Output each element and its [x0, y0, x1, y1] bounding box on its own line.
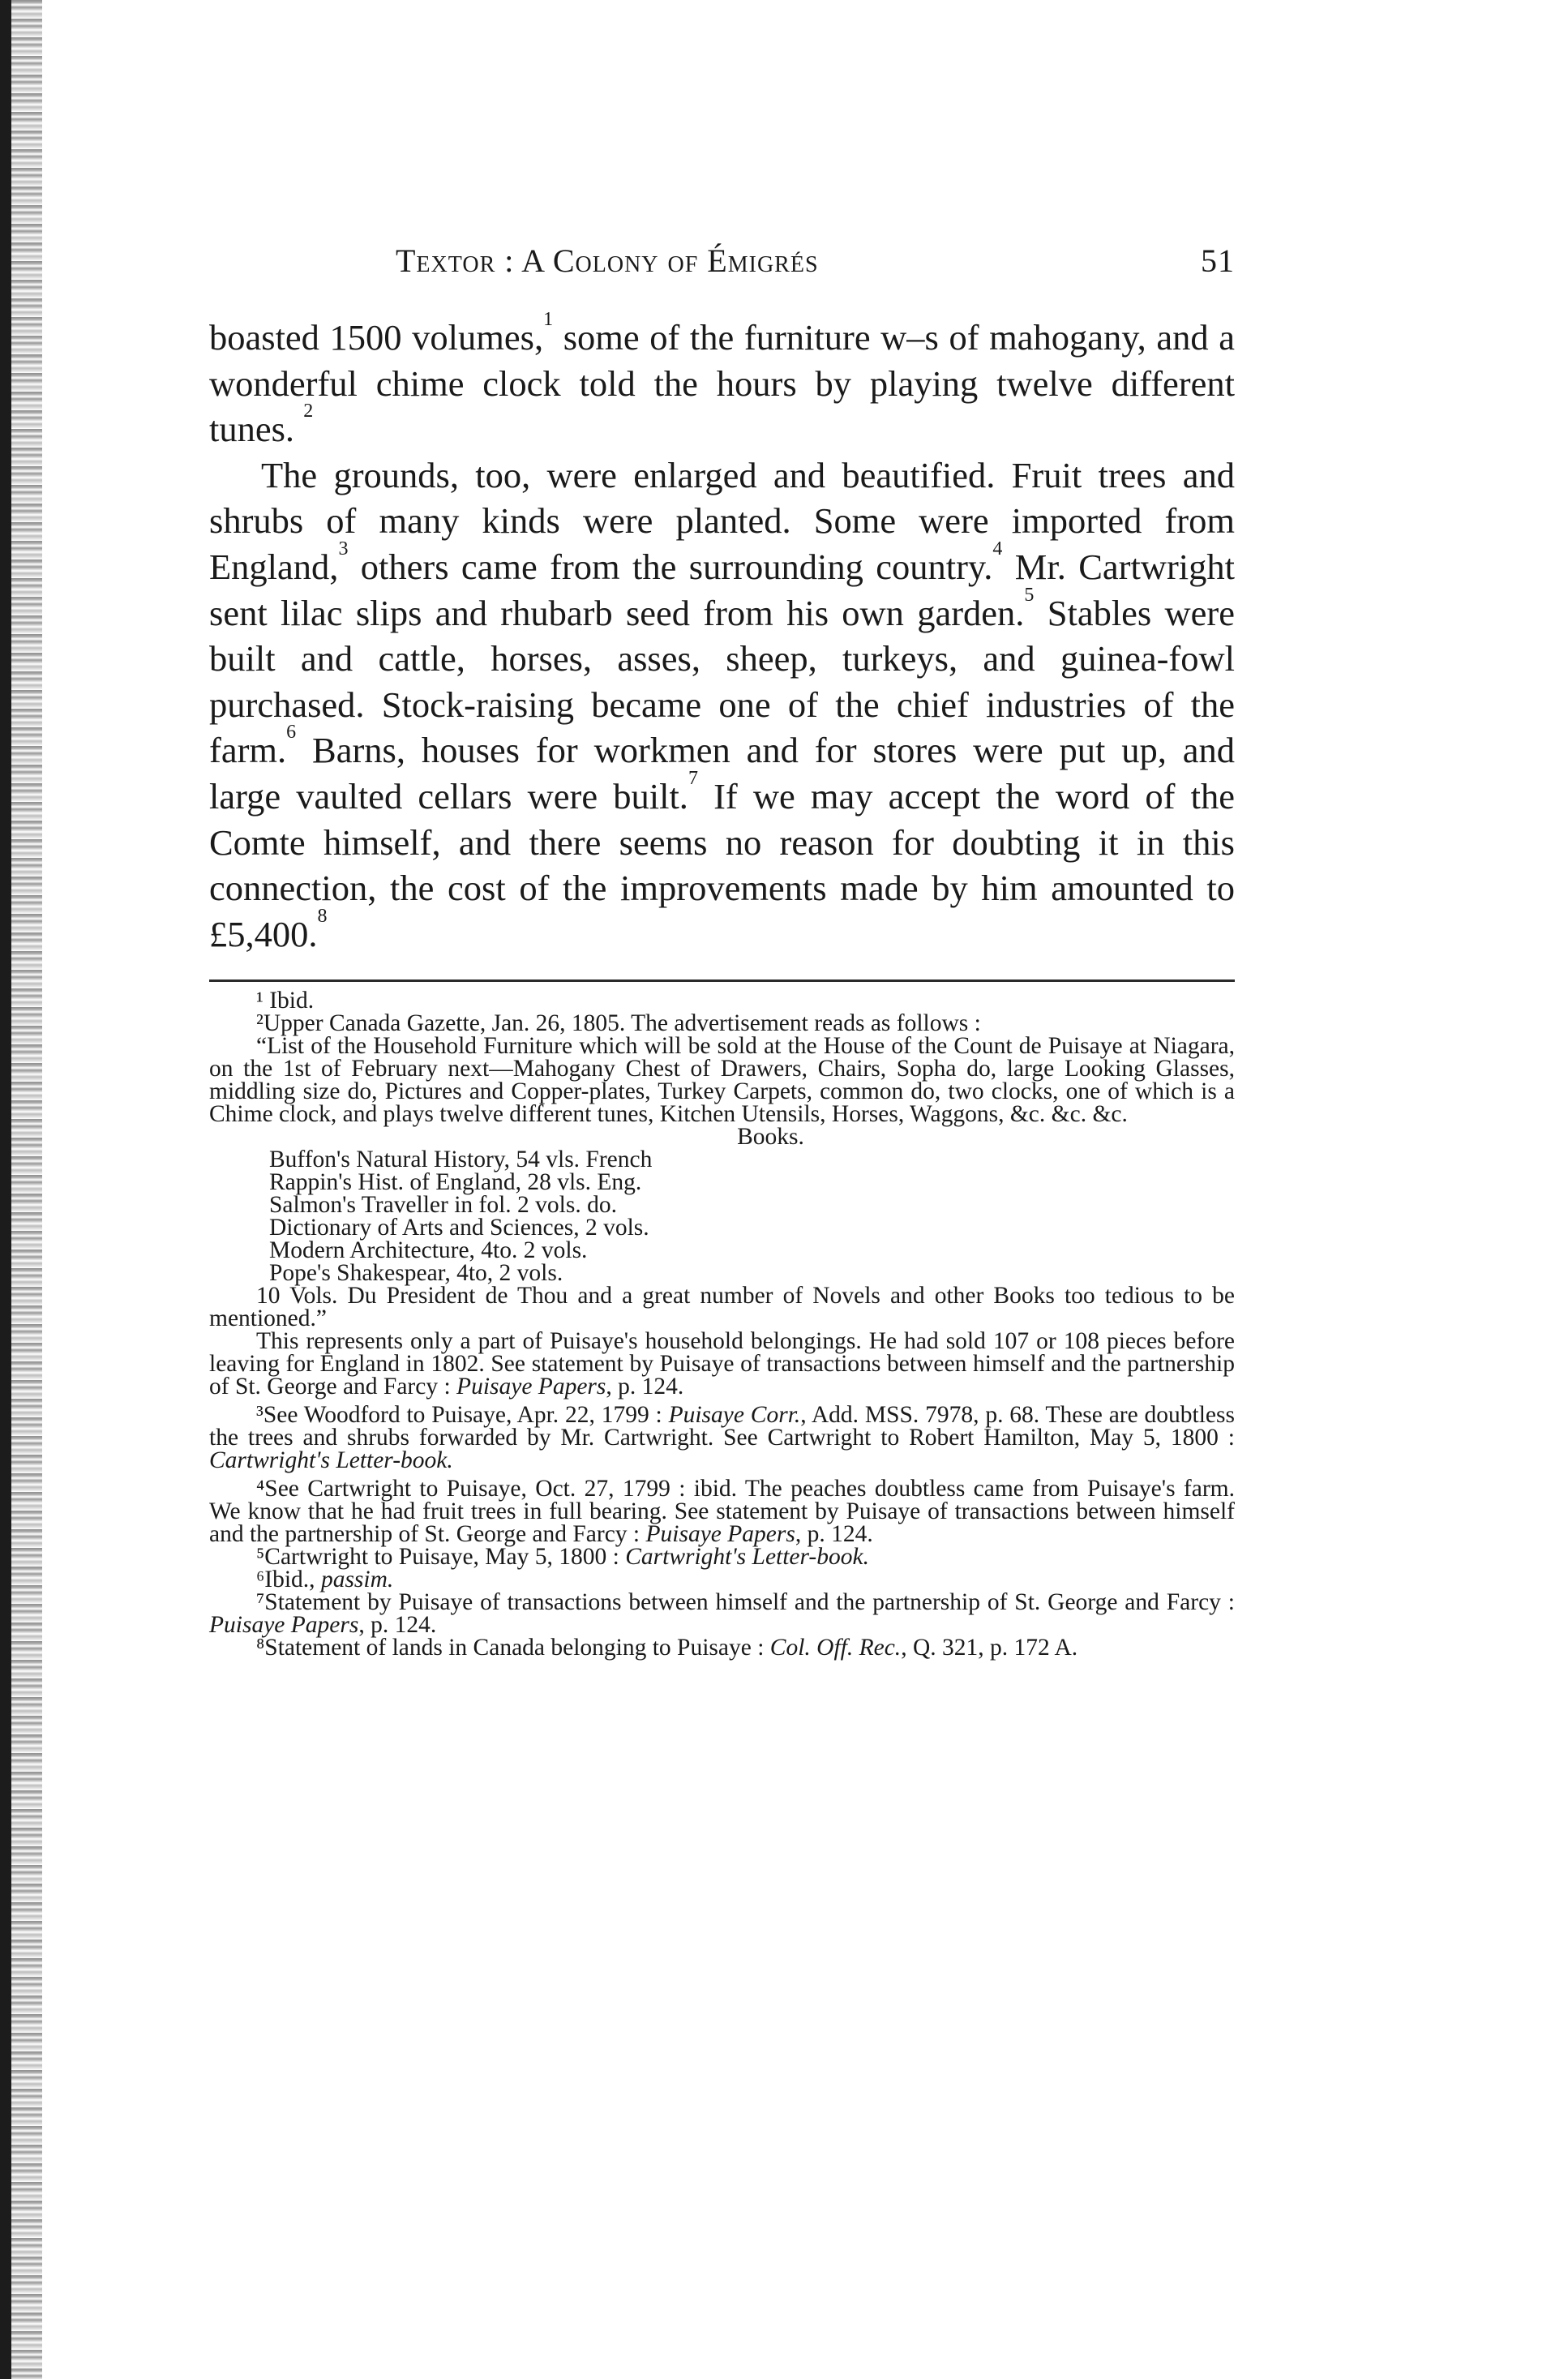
- footnote-5: [209, 1545, 1235, 1568]
- fn4-title: Puisaye Papers: [645, 1521, 795, 1547]
- footnote-2-continuation: [209, 1330, 1235, 1398]
- book-item: Buffon's Natural History, 54 vls. French: [269, 1147, 653, 1172]
- footnote-2: ²Upper Canada Gazette, Jan. 26, 1805. The advertisement reads as follows :: [256, 1010, 981, 1036]
- fn3-text-b: , Add. MSS. 7978, p. 68. These are doubtless the trees and shrubs forwarded by Mr. Cartwright. See Cartwright to Robert Hamilton, May 5, 1800 :: [209, 1402, 1235, 1451]
- books-last-line: 10 Vols. Du President de Thou and a great number of Novels and other Books too tedious to be mentioned.”: [209, 1283, 1235, 1331]
- fn8-text-b: , Q. 321, p. 172 A.: [901, 1635, 1078, 1661]
- fn3-text-a: ³See Woodford to Puisaye, Apr. 22, 1799 :: [256, 1402, 669, 1428]
- p1-text-a: boasted 1500 volumes,: [209, 317, 544, 358]
- fn5-text-a: ⁵Cartwright to Puisaye, May 5, 1800 :: [256, 1544, 626, 1570]
- footnote-ref-4: 4: [992, 538, 1003, 559]
- footnote-8: [209, 1636, 1235, 1659]
- page-number: 51: [1201, 242, 1235, 279]
- scan-edge: [0, 0, 42, 2379]
- footnote-ref-3: 3: [338, 538, 349, 559]
- fn2-cont-text: This represents only a part of Puisaye's household belongings. He had sold 107 or 108 pieces before leaving for England in 1802. See statement by Puisaye of transactions between himself and the partnership of St. George and Farcy :: [209, 1328, 1235, 1400]
- advertisement-quote: “List of the Household Furniture which will be sold at the House of the Count de Puisaye at Niagara, on the 1st of February next—Mahogany Chest of Drawers, Chairs, Sopha do, large Looking Glasses, middling size do, Pictures and Copper-plates, Turkey Carpets, common do, two clocks, one of which is a Chime clock, and plays twelve different tunes, Kitchen Utensils, Horses, Waggons, &c. &c. &c.: [209, 1033, 1235, 1127]
- fn2-cont-title: Puisaye Papers: [456, 1374, 606, 1400]
- footnote-3: [209, 1404, 1235, 1472]
- fn7-title: Puisaye Papers: [209, 1612, 359, 1638]
- body-text: [209, 309, 1236, 957]
- book-item: Salmon's Traveller in fol. 2 vols. do.: [269, 1192, 617, 1218]
- footnote-ref-7: 7: [688, 767, 698, 789]
- fn6-title: passim.: [320, 1567, 394, 1592]
- fn6-text-a: ⁶Ibid.,: [256, 1567, 321, 1592]
- scan-edge-noise: [11, 0, 42, 2379]
- paragraph-1: [209, 309, 1235, 452]
- footnote-ref-1: 1: [543, 309, 554, 330]
- footnote-ref-2: 2: [303, 401, 314, 422]
- book-item: Pope's Shakespear, 4to, 2 vols.: [269, 1260, 563, 1286]
- footnote-6: [209, 1568, 1235, 1591]
- fn8-text-a: ⁸Statement of lands in Canada belonging to Puisaye :: [256, 1635, 770, 1661]
- fn3-title-2: Cartwright's Letter-book.: [209, 1447, 453, 1473]
- book-item: Dictionary of Arts and Sciences, 2 vols.: [269, 1215, 649, 1241]
- fn4-text-a: ⁴See Cartwright to Puisaye, Oct. 27, 1799 : ibid. The peaches doubtless came from Puisaye's farm. We know that he had fruit trees in full bearing. See statement by Puisaye of transactions between himself and the partnership of St. George and Farcy :: [209, 1476, 1235, 1547]
- p2-text-b: others came from the surrounding country.: [348, 546, 993, 587]
- p1-text-b: some of the furniture w–s of mahogany, and a wonderful chime clock told the hours by playing twelve different tunes.: [209, 317, 1235, 450]
- footnote-rule: [209, 979, 1235, 982]
- fn8-title: Col. Off. Rec.: [769, 1635, 902, 1661]
- fn7-text-a: ⁷Statement by Puisaye of transactions between himself and the partnership of St. George and Farcy :: [256, 1589, 1235, 1615]
- p2-text-c: Mr. Cartwright sent lilac slips and rhubarb seed from his own garden.: [209, 546, 1235, 633]
- p2-text-a: The grounds, too, were enlarged and beautified. Fruit trees and shrubs of many kinds were planted. Some were imported from England,: [209, 454, 1235, 587]
- book-item: Rappin's Hist. of England, 28 vls. Eng.: [269, 1169, 642, 1195]
- running-header: [209, 242, 1235, 290]
- running-title: Textor : A Colony of Émigrés: [396, 242, 819, 279]
- fn7-text-b: , p. 124.: [358, 1612, 437, 1638]
- footnote-ref-6: 6: [286, 722, 297, 744]
- footnote-ref-8: 8: [317, 905, 328, 927]
- fn3-title-1: Puisaye Corr.: [668, 1402, 801, 1428]
- fn2-cont-page: , p. 124.: [606, 1374, 684, 1400]
- book-item: Modern Architecture, 4to. 2 vols.: [269, 1237, 588, 1263]
- books-heading: Books.: [737, 1124, 804, 1150]
- p2-text-f: If we may accept the word of the Comte himself, and there seems no reason for doubting it in this connection, the cost of the improvements made by him amounted to £5,400.: [209, 775, 1236, 954]
- footnote-1: ¹ Ibid.: [256, 988, 315, 1014]
- p2-text-e: Barns, houses for workmen and for stores were put up, and large vaulted cellars were built.: [209, 730, 1235, 817]
- footnote-ref-5: 5: [1024, 584, 1035, 606]
- footnote-7: [209, 1591, 1235, 1636]
- p2-text-d: Stables were built and cattle, horses, asses, sheep, turkeys, and guinea-fowl purchased. Stock-raising became one of the chief industries of the farm.: [209, 592, 1235, 771]
- scan-edge-dark-band: [0, 0, 11, 2379]
- fn4-text-b: , p. 124.: [795, 1521, 873, 1547]
- fn5-title: Cartwright's Letter-book.: [625, 1544, 869, 1570]
- footnotes: [209, 989, 1235, 1659]
- footnote-4: [209, 1477, 1235, 1545]
- paragraph-2: [209, 452, 1235, 958]
